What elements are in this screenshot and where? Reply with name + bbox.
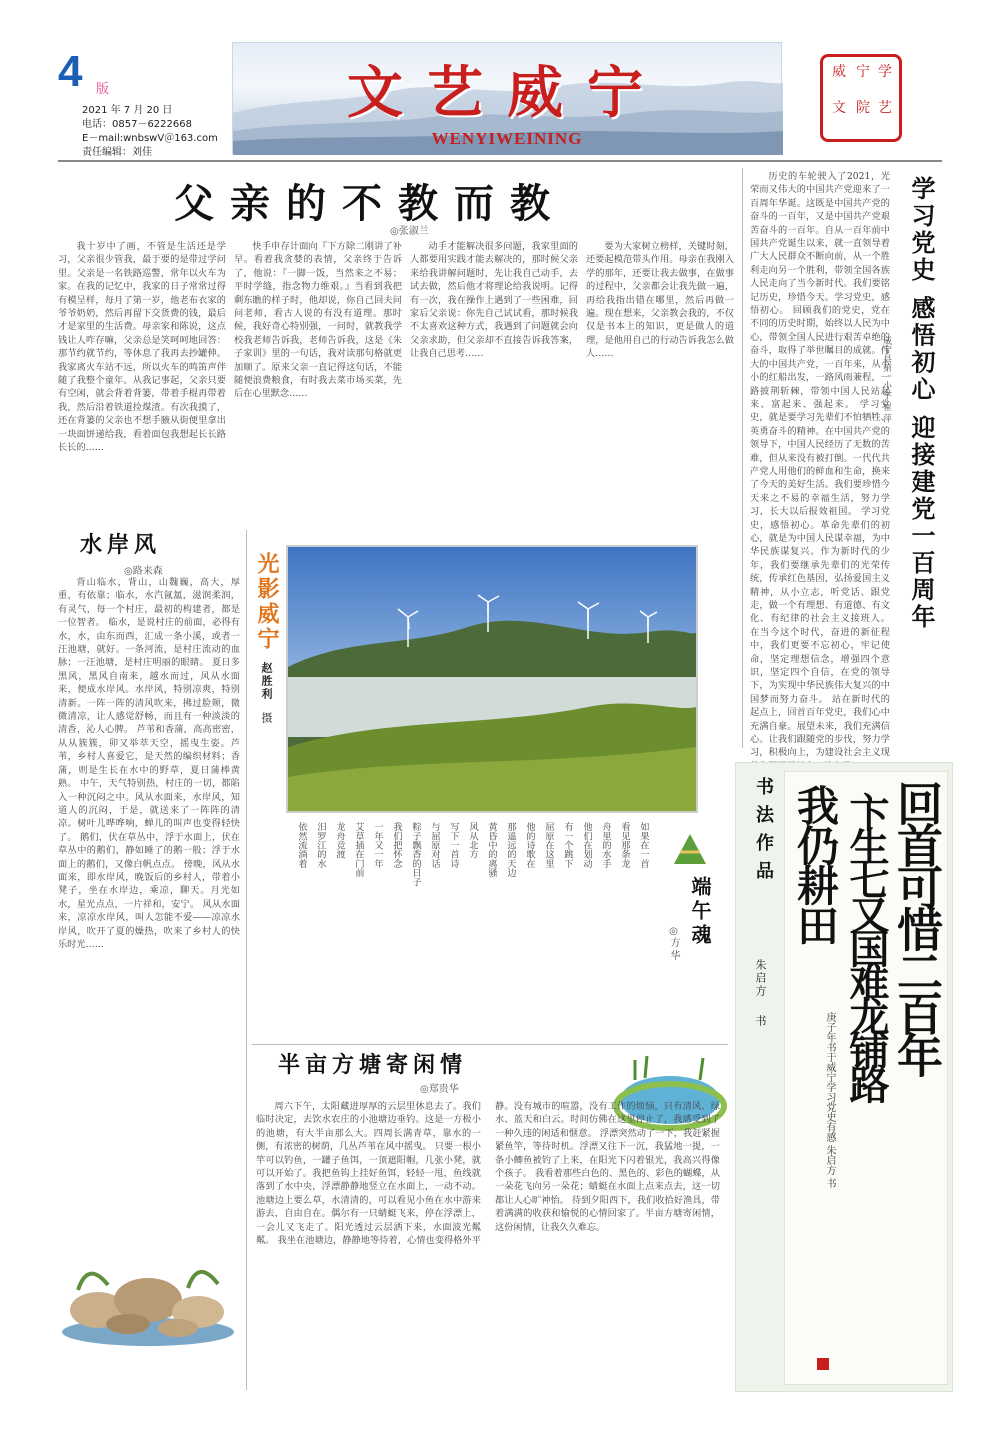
father-article-col1: 我十岁中了画，不管是生活还是学习，父亲很少管我，最于要的是带过学问里。父亲是一名铁路巡警，常年以火车为家。在我的记忆中，我家的日子常常过得有模呈样，每月了第一岁，他老布衣家的爷爷奶奶，然后再留下交货费的钱，最后才是家里的生活费。母亲家和陈说，这点钱让人咋存嘛，父亲总是笑呵呵地回答：那节约就节约，等休息了我再去抄罐伸。我家离火车站不远，所以火车的鸣笛声伴随了我整个童年。从我记事起，父亲只要有空闲，就会背着背篓，带着手棍再带着我，然后沿着铁道捡煤渣。有次我摸了，还在背篓的父亲也不想手腋从街便里拿出一块面饼递给我，看着面包我想起长长路长长的…… (58, 241, 226, 454)
poem-line: 我们把怀念 (391, 822, 402, 868)
photo-section-title: 光影威宁 (254, 552, 280, 652)
poem-line: 如果在一首 (638, 822, 649, 868)
pond-article-title: 半亩方塘寄闲情 (278, 1052, 468, 1078)
father-article-col3: 动手才能解决很多问题，我家里面的人都要用实践才能去解决的，那时候父亲来给我讲解问题时，先让我自己动手，去试去做，然后他才将理论给我说明。记得有一次，我在操作上遇到了一些困难，回家后父亲说：你先自己试试看，那时候我不太喜欢这种方式，我遇到了问题就会向父亲求助，但父亲却不直接告诉我答案，让我自己思考…… (410, 241, 578, 360)
calligraphy-inscription: 庚子年书于威宁学习党史有感 朱启方 书 (824, 1012, 835, 1189)
poem-line: 那遥远的天边 (505, 822, 516, 878)
poem-line: 屈原在这里 (543, 822, 554, 868)
shore-article-title: 水岸风 (80, 532, 162, 558)
column-divider (246, 530, 247, 1390)
calligraphy-scroll (784, 771, 948, 1385)
column-seal (820, 54, 902, 142)
father-article-author: ◎张淑兰 (390, 226, 429, 237)
poem-line: 风从北方 (467, 822, 478, 859)
poem-title: 端午魂 (688, 876, 712, 948)
seal-char: 文 (832, 100, 846, 116)
calligraphy-panel (735, 762, 953, 1392)
calligraphy-col2: 卞生七又国难龙铺路 (843, 792, 890, 1098)
poem-lines (252, 822, 650, 1032)
seal-char: 学 (878, 64, 892, 80)
poem-line: 有一个跳下 (562, 822, 573, 868)
father-article-col4: 要为大家树立榜样，关键时刻，还要起模范带头作用。母亲在我刚入学的那年，还要让我去做事，在做事的过程中，父亲都会让我先做一遍，再给我指出错在哪里，然后再做一遍。现在想来，父亲教会我的，不仅仅是书本上的知识，更是做人的道理，是他用自己的行动告诉我怎么做人…… (586, 241, 734, 360)
rocks-illustration (58, 1240, 238, 1350)
poem-line: 黄昏中的离骚 (486, 822, 497, 878)
shore-article-author: ◎路来森 (124, 566, 163, 577)
header-meta (82, 104, 218, 160)
page-number: 4 (58, 47, 83, 96)
landscape-photo (286, 545, 698, 813)
poem-block (252, 822, 728, 1040)
phone: 电话：0857－6222668 (82, 119, 192, 130)
party-article-body: 历史的车轮驶入了2021，光荣而又伟大的中国共产党迎来了一百周年华诞。这既是中国共产党的奋斗的一百年，又是中国共产党艰苦奋斗的一百年。自从一百年前中国共产党诞生以来，就一直领导着广大人民群众不断向前，从一个胜利走向另一个胜利，带领全国各族人民走向了当今新时代。我们要铭记历史，珍惜今天。学习党史，感悟初心。 回顾我们的党史，党在不同的历史时期，始终以人民为中心，带领全国人民进行艰苦卓绝的奋斗，取得了举世瞩目的成就。伟大的中国共产党，一百年来，从小小的红船出发，一路风雨兼程，一路披荆斩棘，带领中国人民站起来、富起来、强起来。 学习党史，就是要学习先辈们不怕牺牲、英勇奋斗的精神。在中国共产党的领导下，中国人民经历了无数的苦难，但从来没有被打倒。一代代共产党人用他们的鲜血和生命，换来了今天的美好生活。我们要珍惜今天来之不易的幸福生活，努力学习，长大以后报效祖国。 学习党史，感悟初心。革命先辈们的初心，就是为中国人民谋幸福，为中华民族谋复兴。作为新时代的少年，我们要继承先辈们的光荣传统，传承红色基因，弘扬爱国主义精神，从小立志，听党话、跟党走，做一个有理想、有道德、有文化、有纪律的社会主义接班人。 在当今这个时代，奋进的新征程中，我们更要不忘初心，牢记使命，坚定理想信念，增强四个意识，坚定四个自信，在党的领导下，为实现中华民族伟大复兴的中国梦而努力奋斗。 站在新时代的起点上，回首百年党史，我们心中充满自豪。展望未来，我们充满信心。让我们跟随党的步伐，努力学习，积极向上，为建设社会主义现 (750, 171, 890, 759)
poem-line: 依然流淌着 (296, 822, 307, 868)
seal-char: 宁 (856, 64, 870, 80)
calligraphy-col3: 我仍耕田 (791, 784, 840, 944)
masthead (232, 42, 782, 154)
masthead-pinyin: WENYIWEINING (431, 129, 583, 148)
zongzi-icon (670, 830, 710, 870)
column-divider (742, 168, 743, 748)
poem-line: 粽子飘香的日子 (410, 822, 421, 887)
father-article-col2: 快手申存计面向『下方除二刚讲了补早。看着我贪婪的表情，父亲终于告诉了，他说：『一脚一饭，当然来之不易；平时学缝，指念物力维艰。』当看到我把剩东瞧的样子时，他却说，你自己回夫问问老师，看古人说的有没有道理。那时候，我好奇心特别强，一问时，就教我学校我老师告诉我，老师告诉我，这是《朱子家训》里的一句话，我对读那句格就更加顺了。原来父亲一直记得这句话，不能随便浪费粮食，有时我去菜市场买菜，先后在心里默念…… (234, 241, 402, 400)
issue-date: 2021 年 7 月 20 日 (82, 105, 173, 116)
father-article-title: 父亲的不教而教 (174, 180, 566, 227)
pond-article-body: 周六下午，太阳藏进厚厚的云层里休息去了。我们临时决定，去饮水农庄的小池塘边垂钓。这是一方极小的池塘，有大半亩那么大。四周长满青草，靠水的一侧，有浓密的树荫，几丛芦苇在风中摇曳。 只要一根小竿可以钓鱼，一罐子鱼饵，一顶遮阳帽，几张小凳，就可以开始了。我把鱼钩上挂好鱼饵，轻轻一甩，鱼线就落到了水中央，浮漂静静地竖立在水面上，一动不动。 池塘边上要么草，水清清的，可以看见小鱼在水中游来游去，自由自在。偶尔有一只蜻蜓飞来，停在浮漂上，一会儿又飞走了。阳光透过云层洒下来，水面波光粼粼。 我坐在池塘边，静静地等待着，心情也变得格外平静。没有城市的喧嚣，没有工作的烦恼，只有清风、绿水、蓝天和白云。时间仿佛在这里停止了，我感受到了一种久违的闲适和惬意。 浮漂突然动了一下，我赶紧握紧鱼竿，等待时机。浮漂又往下一沉，我猛地一提，一条小鲫鱼被钓了上来，在阳光下闪着银光，我高兴得像个孩子。 我看着那些白色的、黑色的、彩色的蝴蝶，从一朵花飞向另一朵花；蜻蜓在水面上点来点去，这一切都让人心旷神怡。 待到夕阳西下，我们收拾好渔具，带着满满的收获和愉悦的心情回家了。半亩方塘寄闲情，这份闲情，让我久久难忘。 (256, 1101, 720, 1247)
page-unit: 版 (96, 82, 110, 97)
poem-line: 他们在划动 (581, 822, 592, 868)
poem-line: 与屈原对话 (429, 822, 440, 868)
calligraphy-seal (817, 1358, 829, 1370)
party-article-author: 威宁县第一小学 崔 萍 (881, 336, 891, 423)
party-article-title: 学习党史 感悟初心 迎接建党一百周年 (907, 176, 936, 631)
poem-line: 艾草插在门前 (353, 822, 364, 878)
photographer: 赵胜利 (260, 662, 273, 701)
email: E－mail:wnbswV＠163.com (82, 133, 218, 144)
wind-farm-illustration (288, 547, 696, 811)
poem-title-block (656, 822, 728, 1032)
calligraphy-section-title: 书法作品 (753, 777, 774, 889)
editor: 责任编辑：刘佳 (82, 147, 152, 158)
photographer-note: 摄 (260, 712, 273, 723)
seal-char: 艺 (878, 100, 892, 116)
header-rule (58, 160, 942, 162)
poem-line: 汨罗江的水 (315, 822, 326, 868)
poem-line: 舟里的水手 (600, 822, 611, 868)
poem-line: 他的诗歌在 (524, 822, 535, 868)
calligraphy-artist-note: 书 (754, 1015, 767, 1026)
poem-line: 写下一首诗 (448, 822, 459, 868)
poem-author: ◎方 华 (668, 926, 679, 961)
poem-line: 一年又一年 (372, 822, 383, 868)
poem-line: 看见那条龙 (619, 822, 630, 868)
calligraphy-col1: 回首可惜二百年 (890, 780, 944, 1074)
pond-article-author: ◎郑贵华 (420, 1084, 459, 1095)
poem-line: 龙舟竞渡 (334, 822, 345, 859)
masthead-title: 文艺威宁 (347, 60, 667, 126)
seal-char: 院 (856, 100, 870, 116)
calligraphy-artist: 朱启方 (754, 959, 767, 998)
shore-article-body: 背山临水，背山，山魏巍，高大，厚重，有依靠；临水，水汽氤氲，滋润柔润，有灵气，每一个村庄，最初的构建者，都是一位智者。 临水，是说村庄的前面，必得有水，水，由东而西，汇成一条小溪，或者一汪池塘，就好。一条河流，是村庄流动的血脉；一汪池塘，是村庄明丽的眼睛。 夏日多黑风，黑风自南来，越水而过，风从水面来，便成水岸风。水岸风，特别凉爽，特别清新。一阵一阵的清风吹来，拂过脸颊，微微清凉，让人感觉舒畅，而且有一种淡淡的清香，沁人心脾。 芦苇和香蒲，高高密密，从从簇簇，卯又举萃天空，摇曳生姿。芦苇，乡村人喜爱它，是天然的编织材料；香蒲，则是生长在水中的野草，夏日蒲棒黄熟。 中午，天气特别热，村庄的一切，都陷入一种沉闷之中。风从水面来，水岸风，知道人的沉闷，于是，就送来了一阵阵的清凉。树叶儿哗哗响，蝉儿的叫声也变得轻快了。 鹅们，伏在草丛中，浮于水面上，伏在草丛中的鹅们，静如睡了的鹅一般；浮于水面上的鹅们，又像白帆点点。 傍晚，风从水面来，即水岸风，晚饭后的乡村人，带着小凳子，坐在水岸边，乘凉，聊天。月光如水，星光点点，一片祥和，安宁。 风从水面来，凉凉水岸风，叫人怎能不爱——凉凉水岸风，吹开了夏的燥热，吹来了乡村人的快乐时光…… (58, 577, 240, 950)
seal-char: 威 (832, 64, 846, 80)
